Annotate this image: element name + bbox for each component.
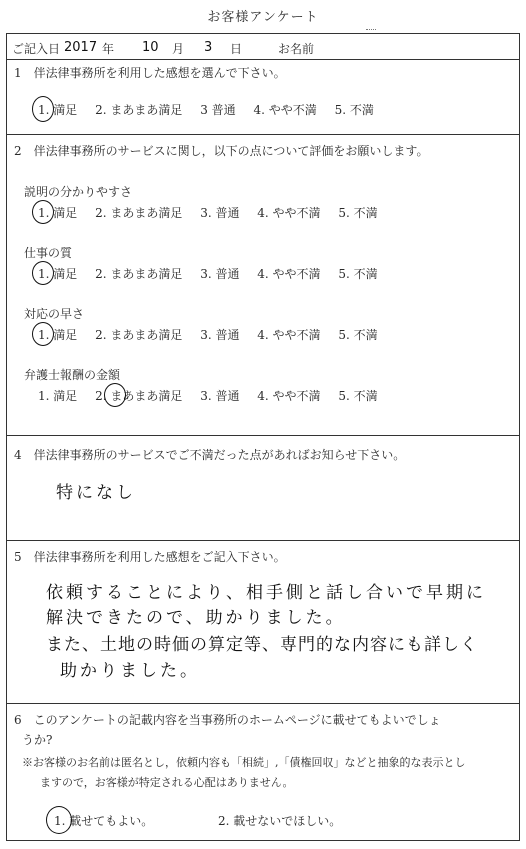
- divider-q5: [6, 703, 519, 704]
- q2-item-1-option-3[interactable]: 3. 普通: [200, 206, 240, 220]
- q2-item-3-option-3[interactable]: 3. 普通: [200, 328, 240, 342]
- q6-option-1[interactable]: 1. 載せてもよい。: [54, 814, 154, 828]
- q6-note-line-1: ※お客様のお名前は匿名とし，依頼内容も「相続」,「債権回収」などと抽象的な表示とし: [22, 756, 466, 769]
- q2-item-1-option-4[interactable]: 4. やや不満: [257, 206, 321, 220]
- q5-answer-line-1: 依頼することにより、相手側と話し合いで早期に: [46, 583, 486, 603]
- q2-item-3-selected-circle: [32, 322, 54, 346]
- year-value: 2017: [64, 40, 98, 55]
- q6-question-line-2: うか?: [22, 733, 53, 747]
- q2-question: 2 伴法律事務所のサービスに関し，以下の点について評価をお願いします。: [14, 144, 429, 158]
- q2-item-2-option-1[interactable]: 1. 満足: [38, 267, 78, 281]
- q2-item-2-selected-circle: [32, 261, 54, 285]
- q2-item-3-label: 対応の早さ: [24, 307, 85, 321]
- q2-item-1-option-5[interactable]: 5. 不満: [338, 206, 378, 220]
- q1-option-1[interactable]: 1. 満足: [38, 103, 78, 117]
- divider-q4: [6, 540, 519, 541]
- q2-item-4-selected-circle: [104, 383, 126, 407]
- q2-item-2-label: 仕事の質: [24, 246, 73, 260]
- q2-item-3-option-1[interactable]: 1. 満足: [38, 328, 78, 342]
- page-title: お客様アンケート: [207, 10, 319, 25]
- q1-option-5[interactable]: 5. 不満: [334, 103, 374, 117]
- q2-item-4-label: 弁護士報酬の金額: [24, 368, 121, 382]
- q2-item-1-options: [38, 204, 378, 221]
- q2-item-4-option-3[interactable]: 3. 普通: [200, 389, 240, 403]
- q2-item-2-option-4[interactable]: 4. やや不満: [257, 267, 321, 281]
- q6-option-2[interactable]: 2. 載せないでほしい。: [218, 814, 342, 828]
- q1-option-3[interactable]: 3 普通: [200, 103, 236, 117]
- q2-item-4-option-4[interactable]: 4. やや不満: [257, 389, 321, 403]
- q2-item-2-option-3[interactable]: 3. 普通: [200, 267, 240, 281]
- q2-item-4-options: [38, 387, 378, 404]
- q1-option-2[interactable]: 2. まあまあ満足: [95, 103, 183, 117]
- day-unit: 日: [230, 42, 243, 56]
- day-value: 3: [204, 40, 213, 55]
- q2-item-4-option-1[interactable]: 1. 満足: [38, 389, 78, 403]
- q5-answer-line-4: 助かりました。: [60, 661, 200, 681]
- q2-item-3-option-5[interactable]: 5. 不満: [338, 328, 378, 342]
- year-unit: 年: [102, 42, 115, 56]
- q2-item-3-option-4[interactable]: 4. やや不満: [257, 328, 321, 342]
- q1-question: 1 伴法律事務所を利用した感想を選んで下さい。: [14, 66, 286, 80]
- q4-question: 4 伴法律事務所のサービスでご不満だった点があればお知らせ下さい。: [14, 448, 406, 462]
- divider-header: [6, 59, 519, 60]
- q4-answer: 特になし: [56, 483, 136, 503]
- month-unit: 月: [172, 42, 185, 56]
- q6-selected-circle: [46, 806, 72, 834]
- q2-item-3-options: [38, 326, 378, 343]
- q5-answer-line-3: また、土地の時価の算定等、専門的な内容にも詳しく: [46, 635, 478, 655]
- q2-item-2-option-5[interactable]: 5. 不満: [338, 267, 378, 281]
- q2-item-4-option-5[interactable]: 5. 不満: [338, 389, 378, 403]
- q6-note-line-2: ますので，お客様が特定される心配はありません。: [40, 776, 294, 789]
- q2-item-4-option-2[interactable]: 2. まあまあ満足: [95, 389, 183, 403]
- q5-answer-line-2: 解決できたので、助かりました。: [46, 608, 346, 628]
- q2-item-1-label: 説明の分かりやすさ: [24, 185, 133, 199]
- q2-item-1-selected-circle: [32, 200, 54, 224]
- name-label: お名前: [278, 42, 315, 56]
- q1-options: [38, 101, 374, 118]
- q6-question-line-1: 6 このアンケートの記載内容を当事務所のホームページに載せてもよいでしょ: [14, 713, 441, 727]
- q2-item-1-option-2[interactable]: 2. まあまあ満足: [95, 206, 183, 220]
- q1-option-4[interactable]: 4. やや不満: [253, 103, 317, 117]
- q5-question: 5 伴法律事務所を利用した感想をご記入下さい。: [14, 550, 286, 564]
- q2-item-1-option-1[interactable]: 1. 満足: [38, 206, 78, 220]
- q1-selected-circle: [32, 96, 54, 122]
- q2-item-2-option-2[interactable]: 2. まあまあ満足: [95, 267, 183, 281]
- q2-item-3-option-2[interactable]: 2. まあまあ満足: [95, 328, 183, 342]
- date-label: ご記入日: [12, 42, 61, 56]
- month-value: 10: [142, 40, 159, 55]
- divider-q1: [6, 134, 519, 135]
- q2-item-2-options: [38, 265, 378, 282]
- divider-q2: [6, 435, 519, 436]
- top-mark: [366, 29, 376, 30]
